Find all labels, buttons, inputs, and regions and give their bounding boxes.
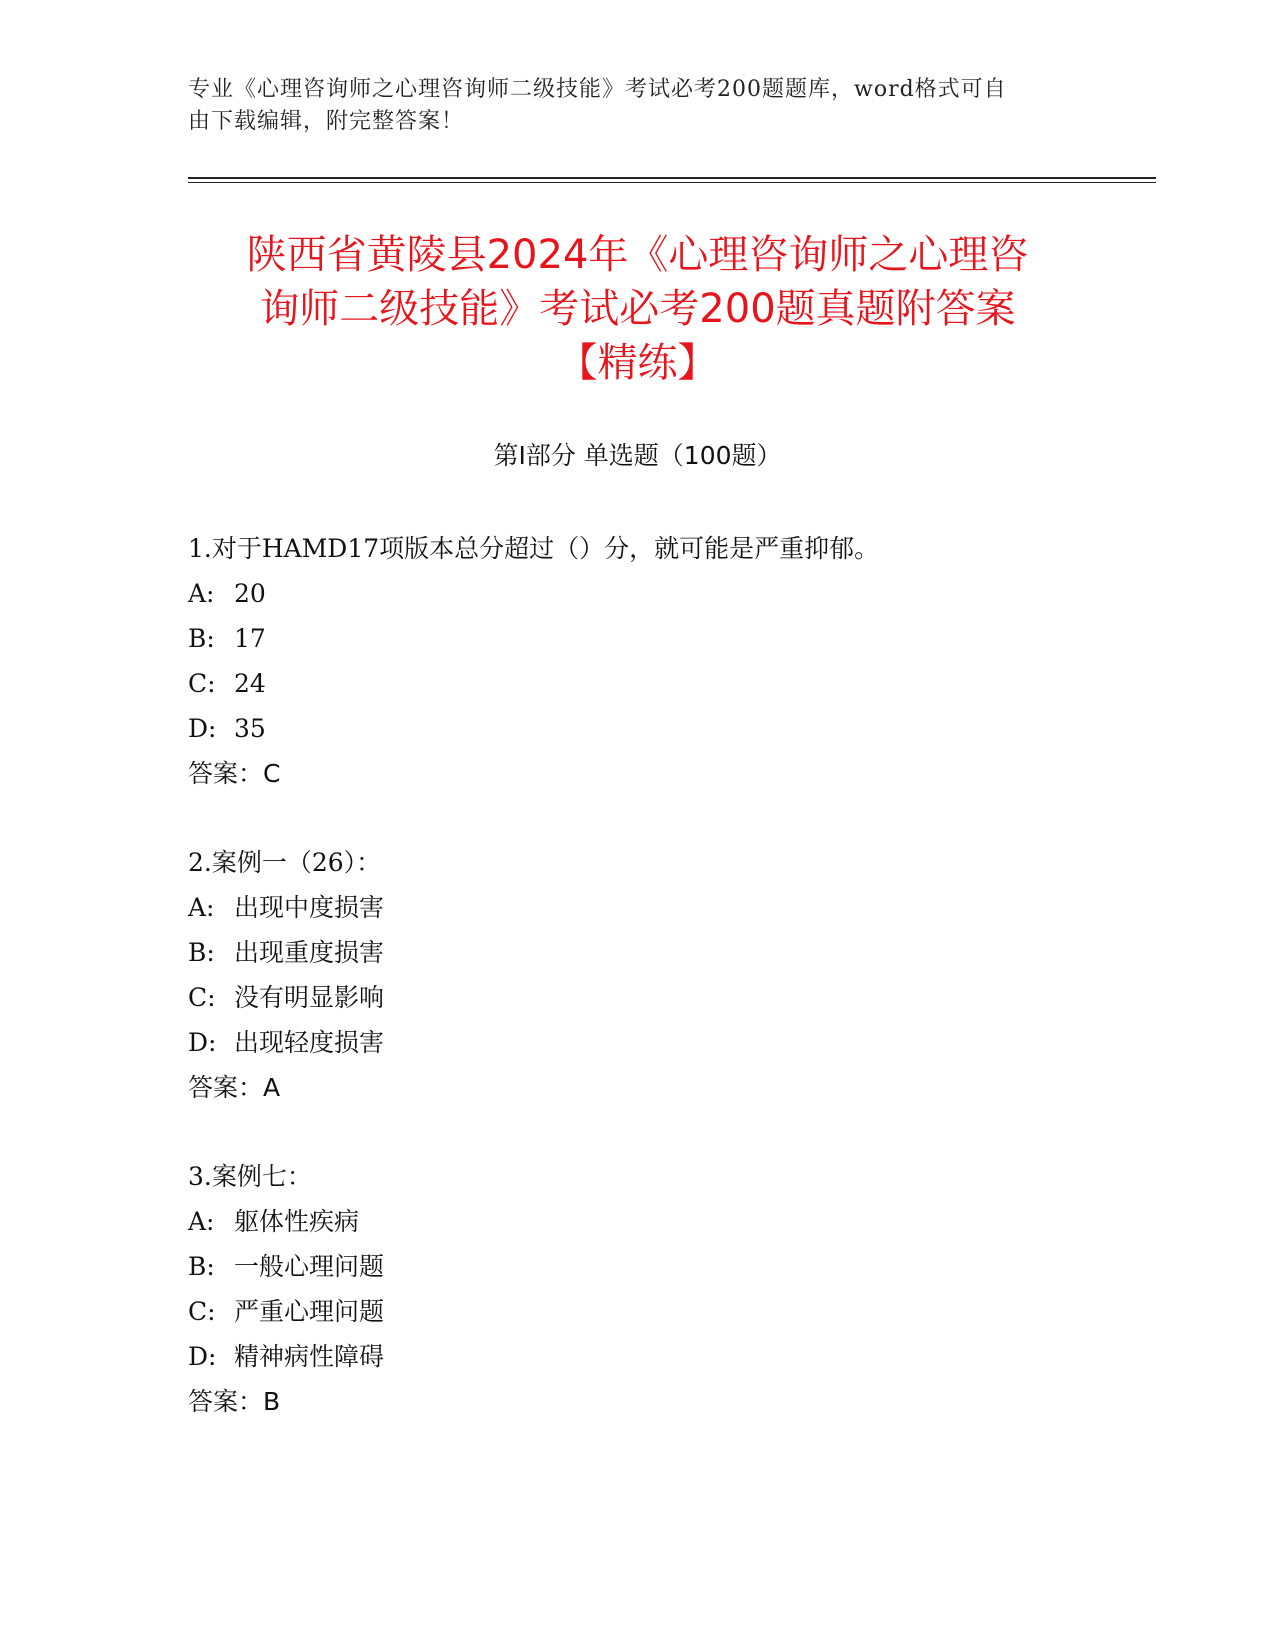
option-text: 出现中度损害 bbox=[234, 893, 385, 922]
option-letter: C: bbox=[188, 1297, 216, 1326]
option-text: 17 bbox=[234, 624, 266, 653]
header-divider-thin bbox=[188, 182, 1156, 183]
document-title bbox=[170, 228, 1105, 390]
option-letter: B: bbox=[188, 624, 215, 653]
document-title-line-3: 【精练】 bbox=[557, 340, 718, 386]
option-d bbox=[188, 706, 1148, 751]
section-title: 第Ⅰ部分 单选题（100题） bbox=[493, 441, 782, 470]
option-text: 20 bbox=[234, 579, 266, 608]
option-letter: B: bbox=[188, 1252, 215, 1281]
option-letter: C: bbox=[188, 669, 216, 698]
option-b bbox=[188, 616, 1148, 661]
question-stem: 1.对于HAMD17项版本总分超过（）分，就可能是严重抑郁。 bbox=[188, 534, 880, 563]
option-text: 没有明显影响 bbox=[234, 983, 385, 1012]
option-a bbox=[188, 571, 1148, 616]
header-note-line-2: 由下载编辑，附完整答案！ bbox=[188, 109, 465, 134]
question-item bbox=[188, 1154, 1148, 1424]
option-b bbox=[188, 1244, 1148, 1289]
answer: 答案：B bbox=[188, 1387, 281, 1416]
document-title-line-1: 陕西省黄陵县2024年《心理咨询师之心理咨 bbox=[246, 232, 1029, 278]
option-letter: D: bbox=[188, 1028, 217, 1057]
option-a bbox=[188, 885, 1148, 930]
option-text: 严重心理问题 bbox=[234, 1297, 385, 1326]
question-stem: 2.案例一（26）： bbox=[188, 848, 382, 877]
document-title-line-2: 询师二级技能》考试必考200题真题附答案 bbox=[259, 286, 1016, 332]
header-divider-thick bbox=[188, 177, 1156, 179]
option-text: 躯体性疾病 bbox=[234, 1207, 360, 1236]
option-d bbox=[188, 1334, 1148, 1379]
option-text: 24 bbox=[234, 669, 266, 698]
option-text: 一般心理问题 bbox=[234, 1252, 385, 1281]
option-text: 出现轻度损害 bbox=[234, 1028, 385, 1057]
option-text: 出现重度损害 bbox=[234, 938, 385, 967]
option-c bbox=[188, 975, 1148, 1020]
question-item bbox=[188, 526, 1148, 796]
option-c bbox=[188, 661, 1148, 706]
option-letter: A: bbox=[188, 579, 215, 608]
option-b bbox=[188, 930, 1148, 975]
option-text: 精神病性障碍 bbox=[234, 1342, 385, 1371]
option-d bbox=[188, 1020, 1148, 1065]
question-stem: 3.案例七： bbox=[188, 1162, 312, 1191]
answer: 答案：A bbox=[188, 1073, 281, 1102]
header-note-line-1: 专业《心理咨询师之心理咨询师二级技能》考试必考200题题库，word格式可自 bbox=[188, 77, 1007, 102]
question-list bbox=[188, 526, 1148, 1468]
header-note bbox=[188, 74, 1068, 138]
option-letter: A: bbox=[188, 1207, 215, 1236]
option-c bbox=[188, 1289, 1148, 1334]
option-text: 35 bbox=[234, 714, 266, 743]
option-letter: D: bbox=[188, 714, 217, 743]
option-letter: C: bbox=[188, 983, 216, 1012]
question-item bbox=[188, 840, 1148, 1110]
option-letter: D: bbox=[188, 1342, 217, 1371]
option-letter: A: bbox=[188, 893, 215, 922]
option-letter: B: bbox=[188, 938, 215, 967]
answer: 答案：C bbox=[188, 759, 281, 788]
option-a bbox=[188, 1199, 1148, 1244]
